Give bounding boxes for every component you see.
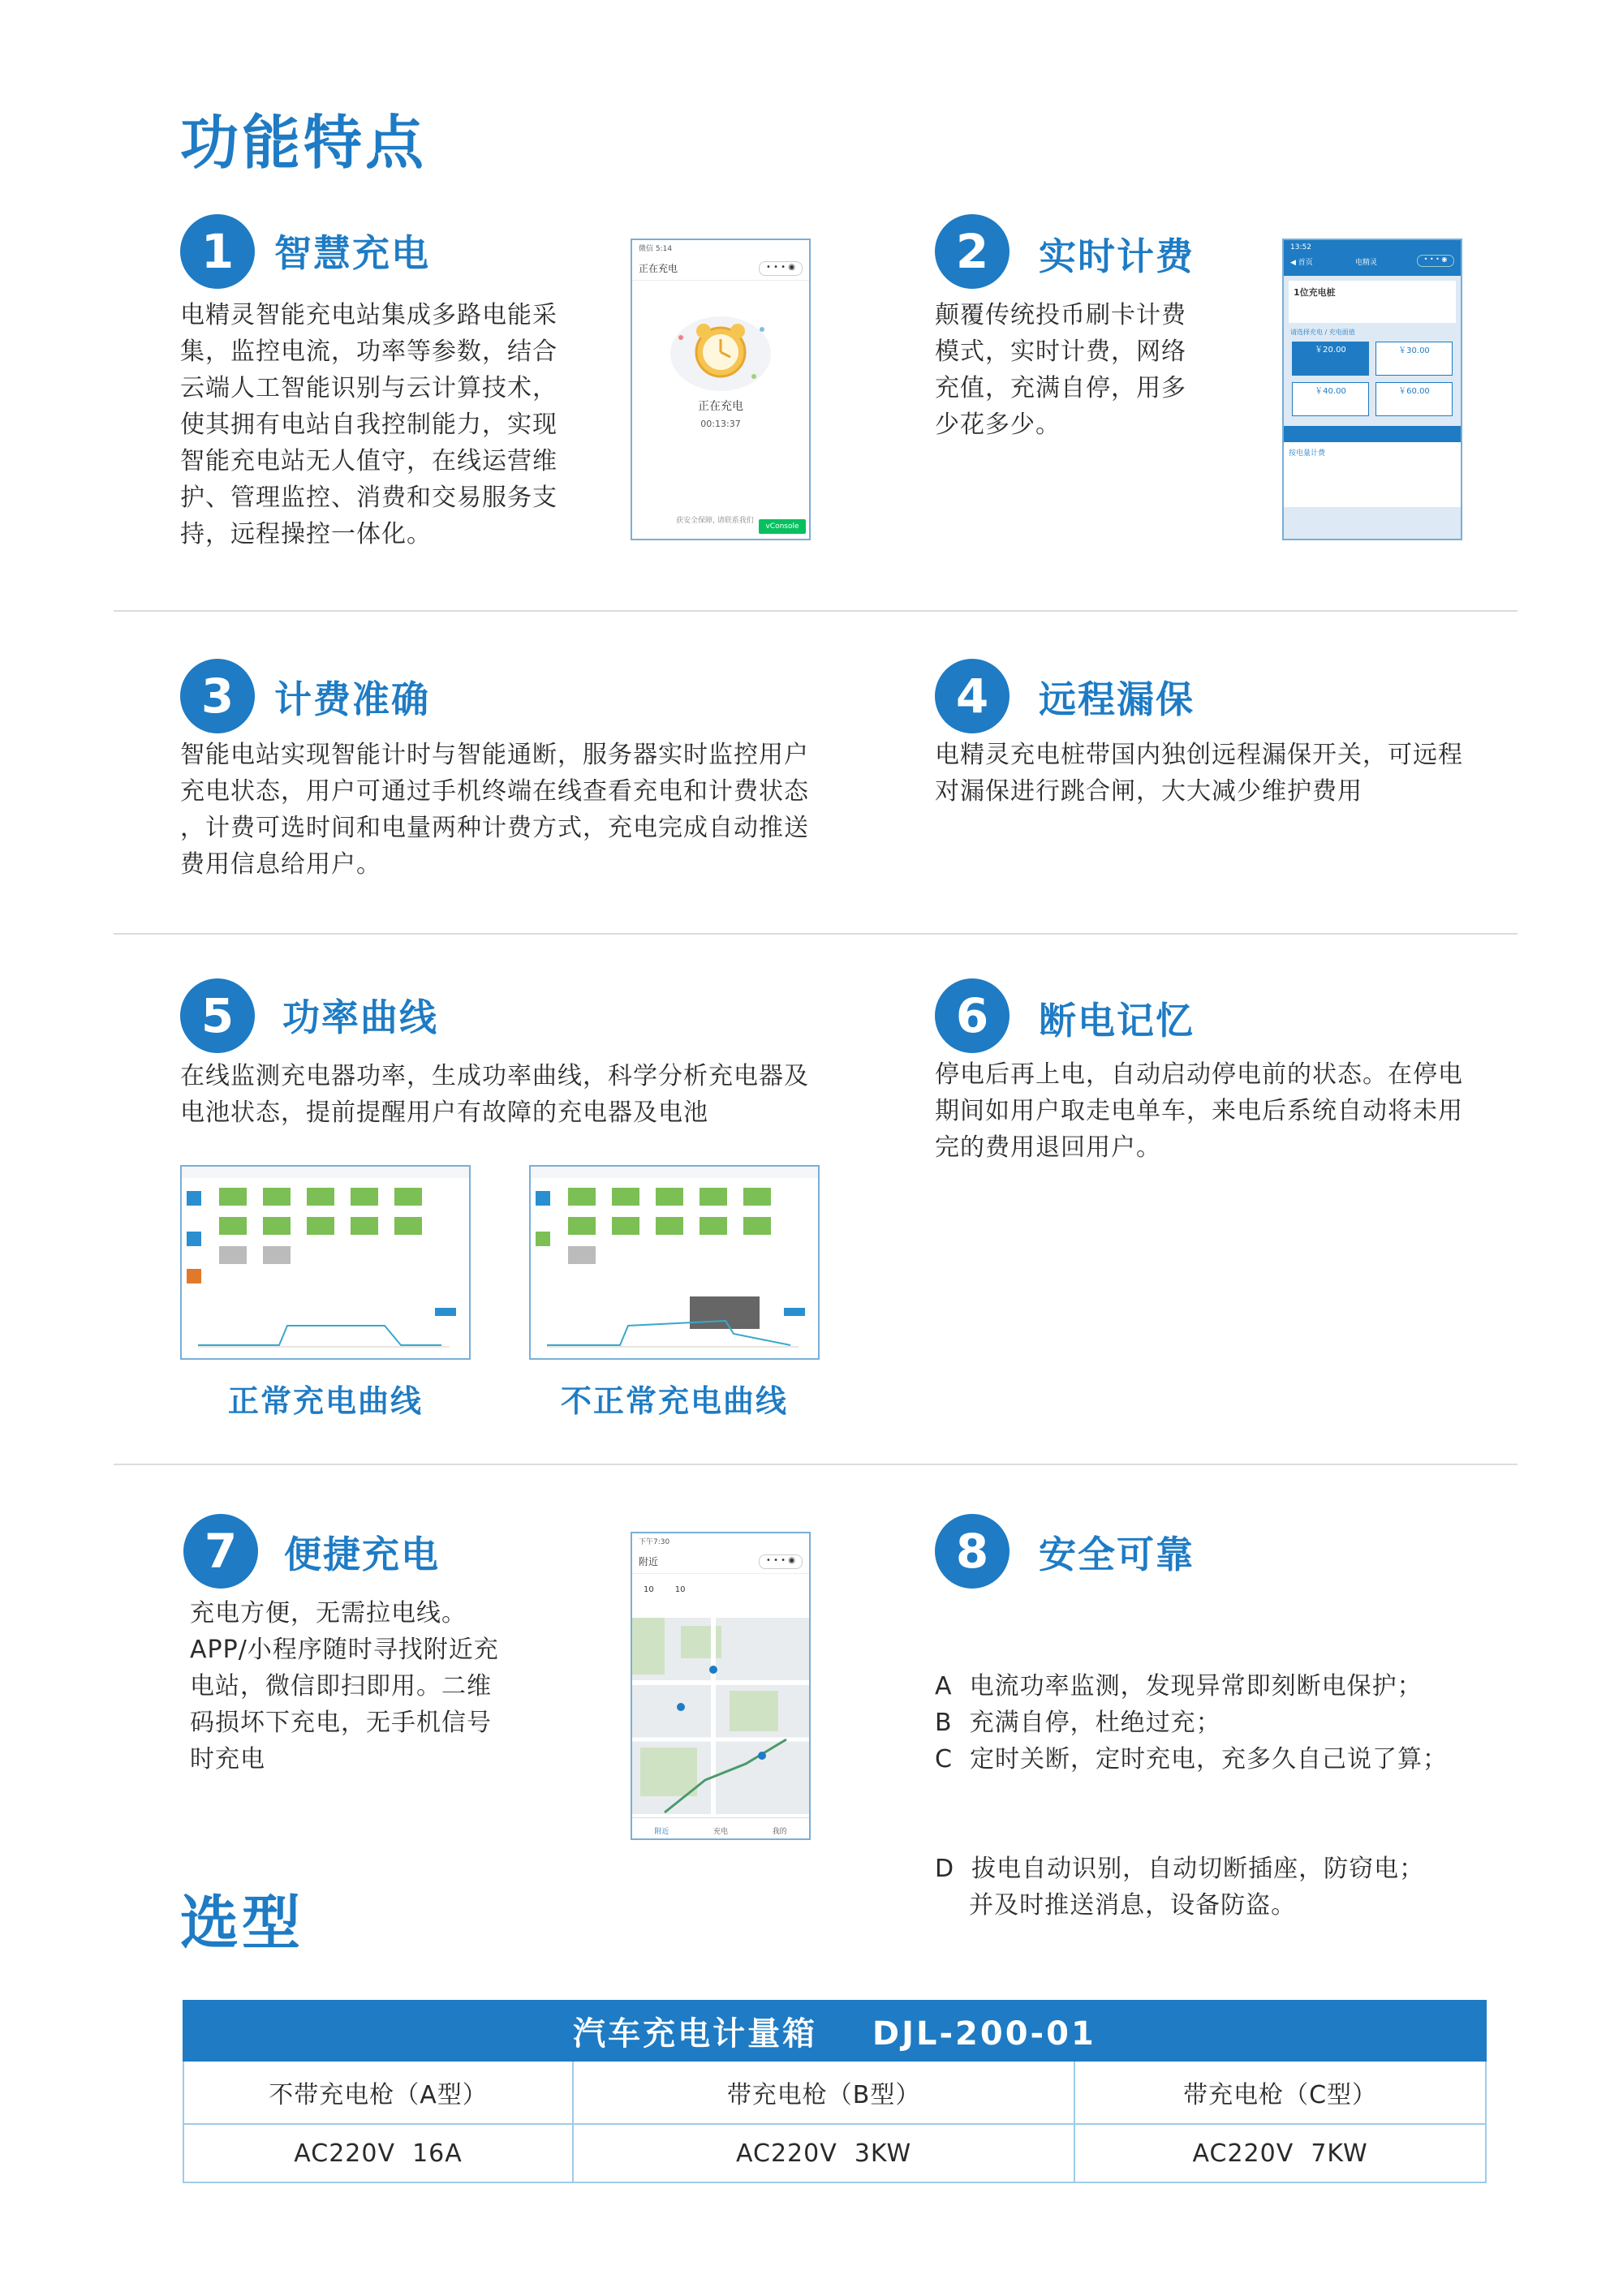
- charging-status-text: 正在充电: [698, 400, 743, 413]
- vconsole-button[interactable]: vConsole: [759, 519, 806, 534]
- phone-header: 13:52 ◀ 首页 电精灵 • • • ◉: [1284, 240, 1461, 276]
- phone-screenshot-map: [631, 1532, 811, 1840]
- feature-6-title: 断电记忆: [1039, 999, 1195, 1043]
- spec-value-a: AC220V 16A: [183, 2124, 573, 2182]
- divider: [114, 1464, 1518, 1465]
- nearby-stats: 10 10: [644, 1585, 686, 1594]
- phone-screenshot-charging: [631, 239, 811, 540]
- phone-banner: [1284, 426, 1461, 442]
- feature-1-body: 电精灵智能充电站集成多路电能采 集，监控电流，功率等参数，结合 云端人工智能识别与云计算技术， 使其拥有电站自我控制能力，实现 智能充电站无人值守，在线运营维 护、管理监控、消费和交易服务支 持，远程操控一体化。: [180, 301, 558, 548]
- feature-3-title: 计费准确: [274, 677, 430, 721]
- price-options: [1292, 342, 1453, 416]
- price-option[interactable]: ￥30.00: [1375, 342, 1453, 376]
- alarm-clock-illustration: [632, 281, 809, 443]
- tab-mine[interactable]: 我的: [772, 1827, 787, 1836]
- feature-8-body: A 电流功率监测，发现异常即刻断电保护； B 充满自停，杜绝过充； C 定时关断，定时充电，充多久自己说了算； D 拔电自动识别，自动切断插座，防窃电； 并及时推送消息，设备防盗。: [935, 1672, 1449, 1920]
- feature-5-title: 功率曲线: [282, 995, 438, 1039]
- feature-3-body: 智能电站实现智能计时与智能通断，服务器实时监控用户 充电状态，用户可通过手机终端在线查看充电和计费状态 ，计费可选时间和电量两种计费方式，充电完成自动推送 费用信息给用户。: [180, 741, 809, 879]
- billing-list: 按电量计费: [1284, 442, 1461, 507]
- feature-1-number: 1: [180, 214, 255, 289]
- phone-status-bar: 微信 5:14: [639, 245, 673, 253]
- spec-table-title: 汽车充电计量箱 DJL-200-01: [183, 2001, 1486, 2061]
- map-illustration: [632, 1618, 809, 1814]
- phone-title-bar: 正在充电 • • • ◉: [632, 256, 809, 281]
- feature-3-number: 3: [180, 659, 255, 733]
- feature-4-title: 远程漏保: [1039, 677, 1195, 721]
- feature-6-number: 6: [935, 978, 1010, 1053]
- feature-5-body: 在线监测充电器功率，生成功率曲线，科学分析充电器及 电池状态，提前提醒用户有故障的充电器及电池: [180, 1062, 809, 1127]
- abnormal-curve-illustration: [531, 1167, 818, 1358]
- feature-2-body: 颠覆传统投币刷卡计费 模式，实时计费，网络 充值，充满自停，用多 少花多少。: [935, 301, 1186, 439]
- feature-7-title: 便捷充电: [284, 1533, 440, 1576]
- phone-screenshot-billing: [1282, 239, 1462, 540]
- spec-header-b: 带充电枪（B型）: [573, 2061, 1074, 2124]
- tab-charge[interactable]: 充电: [712, 1827, 728, 1836]
- abnormal-curve-screenshot: [529, 1165, 820, 1360]
- feature-1-title: 智慧充电: [274, 231, 430, 275]
- phone-title-bar: 附近 • • • ◉: [632, 1550, 809, 1574]
- phone-status-bar: 下午7:30: [639, 1538, 670, 1546]
- normal-curve-screenshot: [180, 1165, 471, 1360]
- divider: [114, 610, 1518, 612]
- option-hint: 请选择充电 / 充电面值: [1290, 329, 1355, 336]
- normal-curve-illustration: [182, 1167, 469, 1358]
- charging-timer: 00:13:37: [700, 419, 741, 429]
- feature-7-body: 充电方便，无需拉电线。 APP/小程序随时寻找附近充 电站，微信即扫即用。二维 码损坏下充电，无手机信号 时充电: [190, 1599, 499, 1774]
- normal-curve-caption: 正常充电曲线: [227, 1383, 423, 1419]
- feature-8-number: 8: [935, 1514, 1010, 1589]
- phone-footer-text: 获安全保障, 请联系我们: [676, 517, 754, 525]
- price-option[interactable]: ￥40.00: [1292, 382, 1369, 416]
- feature-2-title: 实时计费: [1039, 234, 1195, 278]
- feature-2-number: 2: [935, 214, 1010, 289]
- feature-4-number: 4: [935, 659, 1010, 733]
- spec-value-c: AC220V 7KW: [1074, 2124, 1486, 2182]
- price-option[interactable]: ￥20.00: [1292, 342, 1369, 376]
- spec-value-b: AC220V 3KW: [573, 2124, 1074, 2182]
- abnormal-curve-caption: 不正常充电曲线: [560, 1383, 788, 1419]
- feature-4-body: 电精灵充电桩带国内独创远程漏保开关，可远程 对漏保进行跳合闸，大大减少维护费用: [935, 741, 1463, 806]
- spec-header-c: 带充电枪（C型）: [1074, 2061, 1486, 2124]
- divider: [114, 933, 1518, 935]
- feature-8-title: 安全可靠: [1039, 1533, 1195, 1576]
- features-heading: 功能特点: [180, 109, 428, 177]
- feature-5-number: 5: [180, 978, 255, 1053]
- phone-tab-bar: [632, 1817, 809, 1840]
- feature-6-body: 停电后再上电，自动启动停电前的状态。在停电 期间如用户取走电单车，来电后系统自动将未用 完的费用退回用户。: [935, 1060, 1463, 1162]
- feature-7-number: 7: [183, 1514, 258, 1589]
- spec-table: [183, 2000, 1487, 2183]
- tab-nearby[interactable]: 附近: [654, 1827, 669, 1836]
- selection-heading: 选型: [180, 1889, 304, 1957]
- station-card: 1位充电桩: [1289, 281, 1456, 323]
- price-option[interactable]: ￥60.00: [1375, 382, 1453, 416]
- spec-header-a: 不带充电枪（A型）: [183, 2061, 573, 2124]
